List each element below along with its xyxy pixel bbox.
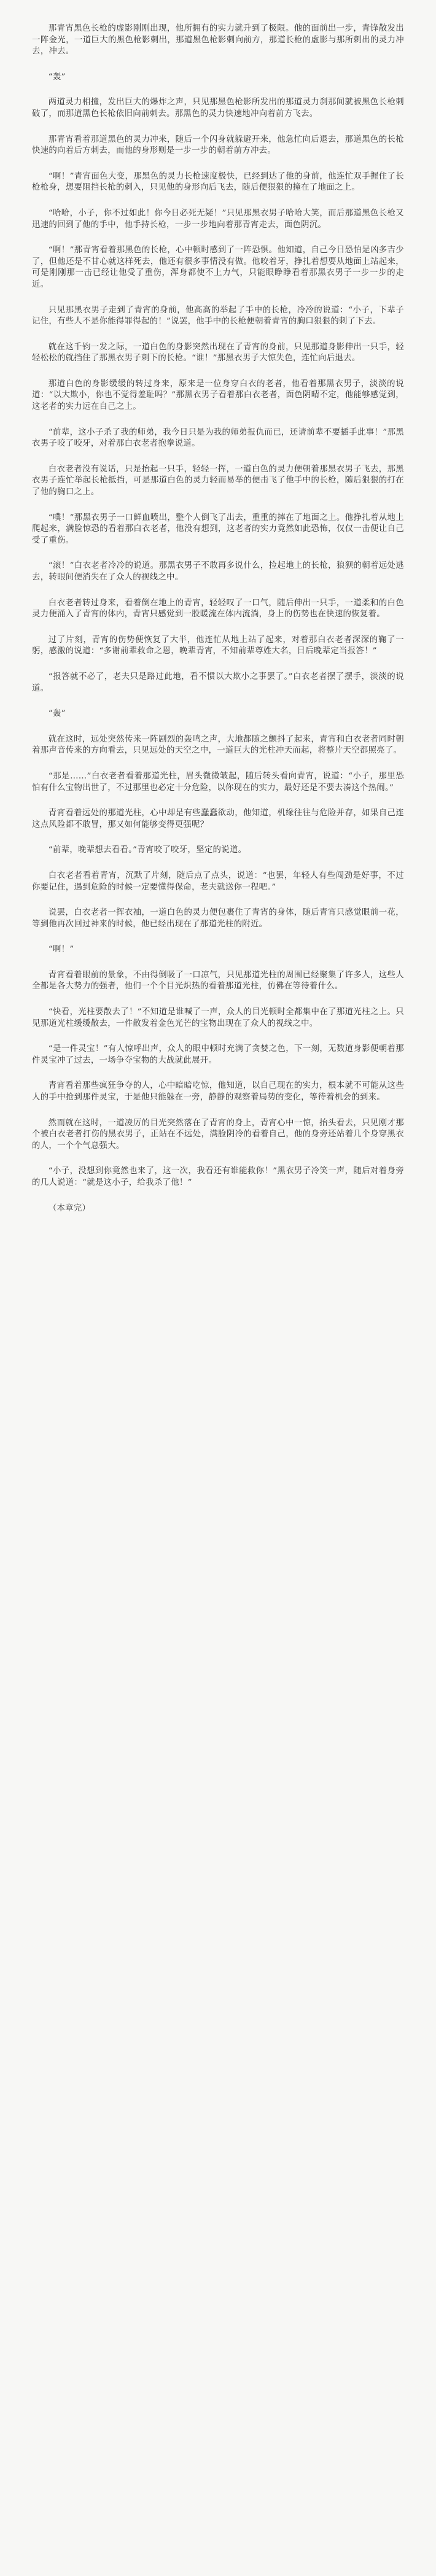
paragraph: 说罢，白衣老者一挥衣袖，一道白色的灵力便包裹住了青宵的身体，随后青宵只感觉眼前一花，等到他再次回过神来的时候，他已经出现在了那道光柱的附近。 xyxy=(32,908,404,929)
paragraph: 白衣老者转过身来，看着倒在地上的青宵，轻轻叹了一口气，随后伸出一只手，一道柔和的白色灵力便涌入了青宵的体内，青宵只感觉到一股暖流在体内流淌，身上的伤势也在快速的恢复着。 xyxy=(32,598,404,619)
paragraph: 就在这时，远处突然传来一阵剧烈的轰鸣之声，大地都随之颤抖了起来，青宵和白衣老者同时朝着那声音传来的方向看去，只见远处的天空之中，一道巨大的光柱冲天而起，将整片天空都照亮了。 xyxy=(32,734,404,756)
paragraph: 青宵看着眼前的景象，不由得倒吸了一口凉气，只见那道光柱的周围已经聚集了许多人，这些人全都是各大势力的强者，他们一个个目光炽热的看着那道光柱，仿佛在等待着什么。 xyxy=(32,970,404,991)
paragraph: “哈哈，小子，你不过如此！你今日必死无疑！”只见那黑衣男子哈哈大笑，而后那道黑色长枪又迅速的回到了他的手中，他手持长枪，一步一步地向着那青宵走去，面色阴沉。 xyxy=(32,208,404,230)
paragraph: “是一件灵宝！”有人惊呼出声，众人的眼中顿时充满了贪婪之色，下一刻，无数道身影便朝着那件灵宝冲了过去，一场争夺宝物的大战就此展开。 xyxy=(32,1044,404,1065)
paragraph: “快看，光柱要散去了！”不知道是谁喊了一声，众人的目光顿时全都集中在了那道光柱之上。只见那道光柱缓缓散去，一件散发着金色光芒的宝物出现在了众人的视线之中。 xyxy=(32,1007,404,1028)
paragraph: 就在这千钧一发之际，一道白色的身影突然出现在了青宵的身前，只见那道身影伸出一只手，轻轻松松的就挡住了那黑衣男子刺下的长枪。“谁！”那黑衣男子大惊失色，连忙向后退去。 xyxy=(32,342,404,363)
paragraph: “轰” xyxy=(48,72,66,82)
paragraph: “小子，没想到你竟然也来了，这一次，我看还有谁能救你！”黑衣男子冷笑一声，随后对着身旁的几人说道：“就是这小子，给我杀了他！” xyxy=(32,1166,404,1187)
paragraph: “轰” xyxy=(48,709,66,719)
paragraph: 过了片刻，青宵的伤势便恢复了大半，他连忙从地上站了起来，对着那白衣老者深深的鞠了一躬，感激的说道：“多谢前辈救命之恩，晚辈青宵，不知前辈尊姓大名，日后晚辈定当报答！” xyxy=(32,635,404,656)
paragraph: “那是……”白衣老者看着那道光柱，眉头微微皱起，随后转头看向青宵，说道：“小子，那里恐怕有什么宝物出世了，不过那里也必定十分危险，以你现在的实力，最好还是不要去凑这个热闹。” xyxy=(32,771,404,793)
paragraph: 那青宵看着那道黑色的灵力冲来，随后一个闪身就躲避开来，他急忙向后退去，那道黑色的长枪快速的向着后方刺去，而他的身形则是一步一步的朝着前方冲去。 xyxy=(32,134,404,156)
paragraph: 然而就在这时，一道凌厉的目光突然落在了青宵的身上，青宵心中一惊，抬头看去，只见刚才那个被白衣老者打伤的黑衣男子，正站在不远处，满脸阴冷的看着自己，他的身旁还站着几个身穿黑衣的人，一个个气息强大。 xyxy=(32,1118,404,1150)
paragraph: “噗！”那黑衣男子一口鲜血喷出，整个人倒飞了出去，重重的摔在了地面之上。他挣扎着从地上爬起来，满脸惊恐的看着那白衣老者，他没有想到，这老者的实力竟然如此恐怖，仅仅一击便让自己受了重伤。 xyxy=(32,513,404,545)
paragraph: “前辈，这小子杀了我的师弟，我今日只是为我的师弟报仇而已，还请前辈不要插手此事！”那黑衣男子咬了咬牙，对着那白衣老者抱拳说道。 xyxy=(32,427,404,449)
paragraph: 青宵看着远处的那道光柱，心中却是有些蠢蠢欲动，他知道，机缘往往与危险并存，如果自己连这点风险都不敢冒，那又如何能够变得更强呢？ xyxy=(32,809,404,829)
paragraph: 只见那黑衣男子走到了青宵的身前，他高高的举起了手中的长枪，冷冷的说道：“小子，下辈子记住，有些人不是你能得罪得起的！”说罢，他手中的长枪便朝着青宵的胸口狠狠的刺了下去。 xyxy=(32,305,404,327)
paragraph: 青宵看着那些疯狂争夺的人，心中暗暗吃惊，他知道，以自己现在的实力，根本就不可能从这些人的手中抢到那件灵宝，于是他只能躲在一旁，静静的观察着局势的变化，等待着机会的到来。 xyxy=(32,1081,404,1103)
paragraph: 白衣老者没有说话，只是抬起一只手，轻轻一挥，一道白色的灵力便朝着那黑衣男子飞去，那黑衣男子连忙举起长枪抵挡，可是那道白色的灵力轻而易举的便击飞了他手中的长枪，随后狠狠的打在了他的胸口之上。 xyxy=(32,464,404,497)
paragraph: “啊！”青宵面色大变，那黑色的灵力长枪速度极快，已经到达了他的身前，他连忙双手握住了长枪枪身，想要阻挡长枪的刺入，只见他的身形向后飞去，随后便狠狠的撞在了地面之上。 xyxy=(32,171,404,193)
chapter-end-marker: （本章完） xyxy=(48,1203,91,1213)
paragraph: “啊！” xyxy=(48,945,74,955)
paragraph: “报答就不必了，老夫只是路过此地，看不惯以大欺小之事罢了。”白衣老者摆了摆手，淡淡的说道。 xyxy=(32,672,404,693)
paragraph: “啊！”那青宵看着那黑色的长枪，心中顿时感到了一阵恐惧。他知道，自己今日恐怕是凶多吉少了，但他还是不甘心就这样死去，他还有很多事情没有做。他咬着牙，挣扎着想要从地面上站起来，可是刚刚那一击已经让他受了重伤，浑身都使不上力气，只能眼睁睁看着那黑衣男子一步一步的走近。 xyxy=(32,246,404,289)
paragraph: “前辈，晚辈想去看看。”青宵咬了咬牙，坚定的说道。 xyxy=(48,845,247,855)
paragraph: “滚！”白衣老者冷冷的说道。那黑衣男子不敢再多说什么，捡起地上的长枪，狼狈的朝着远处逃去，转眼间便消失在了众人的视线之中。 xyxy=(32,561,404,582)
paragraph: 两道灵力相撞，发出巨大的爆炸之声，只见那黑色枪影所发出的那道灵力刹那间就被黑色长枪刺破了，而那道黑色长枪依旧向前刺去。那黑色的灵力快速地冲向着前方飞去。 xyxy=(32,98,404,118)
paragraph: 那青宵黑色长枪的虚影刚刚出现，他所拥有的实力就升到了极限。他的面前出一步，青锋散发出一阵金光，一道巨大的黑色枪影刺出，那道黑色枪影刺向前方，那道长枪的虚影与那所刺出的灵力冲去，冲去。 xyxy=(32,24,404,56)
paragraph: 那道白色的身影缓缓的转过身来，原来是一位身穿白衣的老者，他看着那黑衣男子，淡淡的说道：“以大欺小，你也不觉得羞耻吗？”那黑衣男子看着那白衣老者，面色阴晴不定，他能够感觉到，这老者的实力远在自己之上。 xyxy=(32,379,404,412)
paragraph: 白衣老者看着青宵，沉默了片刻，随后点了点头，说道：“也罢，年轻人有些闯劲是好事，不过你要记住，遇到危险的时候一定要懂得保命，老夫就送你一程吧。” xyxy=(32,871,404,892)
